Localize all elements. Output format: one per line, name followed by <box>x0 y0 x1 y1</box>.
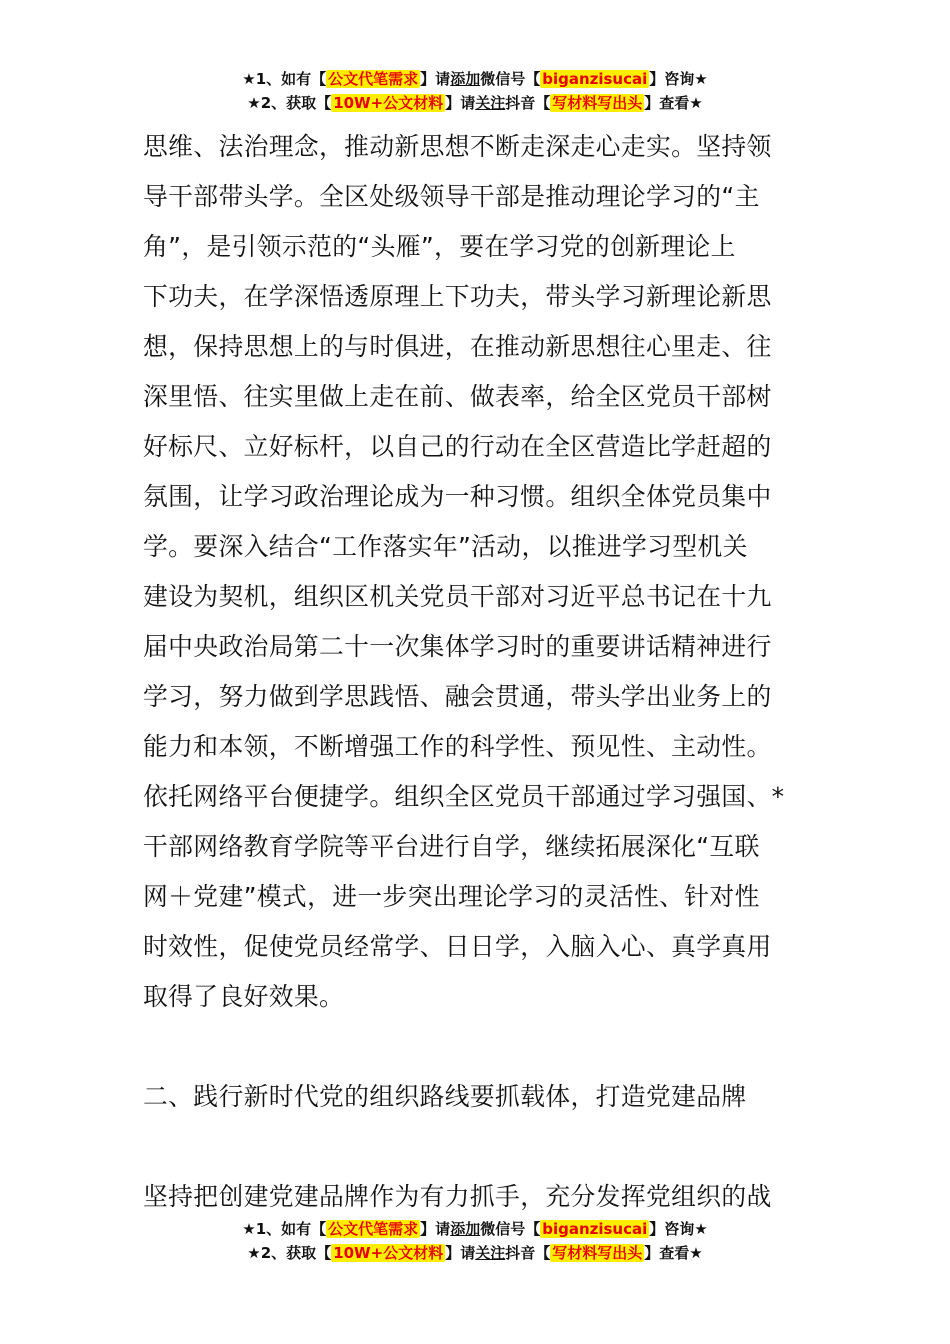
highlight-materials: 10W+公文材料 <box>333 1244 444 1262</box>
paragraph-gap <box>143 1122 807 1172</box>
document-body <box>143 122 807 1222</box>
banner-line-2: ★2、获取【 10W+公文材料 】请关注抖音【 写材料写出头 】查看★ <box>247 1244 703 1262</box>
highlight-wechat-id: biganzisucai <box>542 1220 648 1238</box>
body-line: 时效性，促使党员经常学、日日学，入脑入心、真学真用 <box>143 932 772 961</box>
banner-line-1: ★1、如有【 公文代笔需求 】请添加微信号【 biganzisucai 】咨询★ <box>242 70 708 88</box>
body-line: 学。要深入结合“工作落实年”活动，以推进学习型机关 <box>143 532 748 561</box>
body-line: 建设为契机，组织区机关党员干部对习近平总书记在十九 <box>143 582 772 611</box>
body-line: 取得了良好效果。 <box>143 982 345 1011</box>
paragraph-gap <box>143 1022 807 1072</box>
body-line: 导干部带头学。全区处级领导干部是推动理论学习的“主 <box>143 182 760 211</box>
body-line: 依托网络平台便捷学。组织全区党员干部通过学习强国、* <box>143 782 785 811</box>
highlight-douyin: 写材料写出头 <box>552 1244 643 1262</box>
highlight-materials: 10W+公文材料 <box>333 94 444 112</box>
header-banner <box>0 68 950 116</box>
footer-banner <box>0 1218 950 1266</box>
body-line: 氛围，让学习政治理论成为一种习惯。组织全体党员集中 <box>143 482 772 511</box>
highlight-service: 公文代笔需求 <box>328 70 419 88</box>
highlight-wechat-id: biganzisucai <box>542 70 648 88</box>
body-line: 角”，是引领示范的“头雁”，要在学习党的创新理论上 <box>143 232 736 261</box>
body-line: 好标尺、立好标杆，以自己的行动在全区营造比学赶超的 <box>143 432 772 461</box>
highlight-service: 公文代笔需求 <box>328 1220 419 1238</box>
body-line: 干部网络教育学院等平台进行自学，继续拓展深化“互联 <box>143 832 760 861</box>
body-line: 深里悟、往实里做上走在前、做表率，给全区党员干部树 <box>143 382 772 411</box>
highlight-douyin: 写材料写出头 <box>552 94 643 112</box>
banner-line-2: ★2、获取【 10W+公文材料 】请关注抖音【 写材料写出头 】查看★ <box>247 94 703 112</box>
body-line: 想，保持思想上的与时俱进，在推动新思想往心里走、往 <box>143 332 772 361</box>
banner-line-1: ★1、如有【 公文代笔需求 】请添加微信号【 biganzisucai 】咨询★ <box>242 1220 708 1238</box>
body-line: 学习，努力做到学思践悟、融会贯通，带头学出业务上的 <box>143 682 772 711</box>
body-line: 坚持把创建党建品牌作为有力抓手，充分发挥党组织的战 <box>143 1182 772 1211</box>
body-line: 思维、法治理念，推动新思想不断走深走心走实。坚持领 <box>143 132 772 161</box>
body-line: 网＋党建”模式，进一步突出理论学习的灵活性、针对性 <box>143 882 760 911</box>
section-heading: 二、践行新时代党的组织路线要抓载体，打造党建品牌 <box>143 1082 747 1111</box>
body-line: 届中央政治局第二十一次集体学习时的重要讲话精神进行 <box>143 632 772 661</box>
body-line: 能力和本领，不断增强工作的科学性、预见性、主动性。 <box>143 732 772 761</box>
body-line: 下功夫，在学深悟透原理上下功夫，带头学习新理论新思 <box>143 282 772 311</box>
